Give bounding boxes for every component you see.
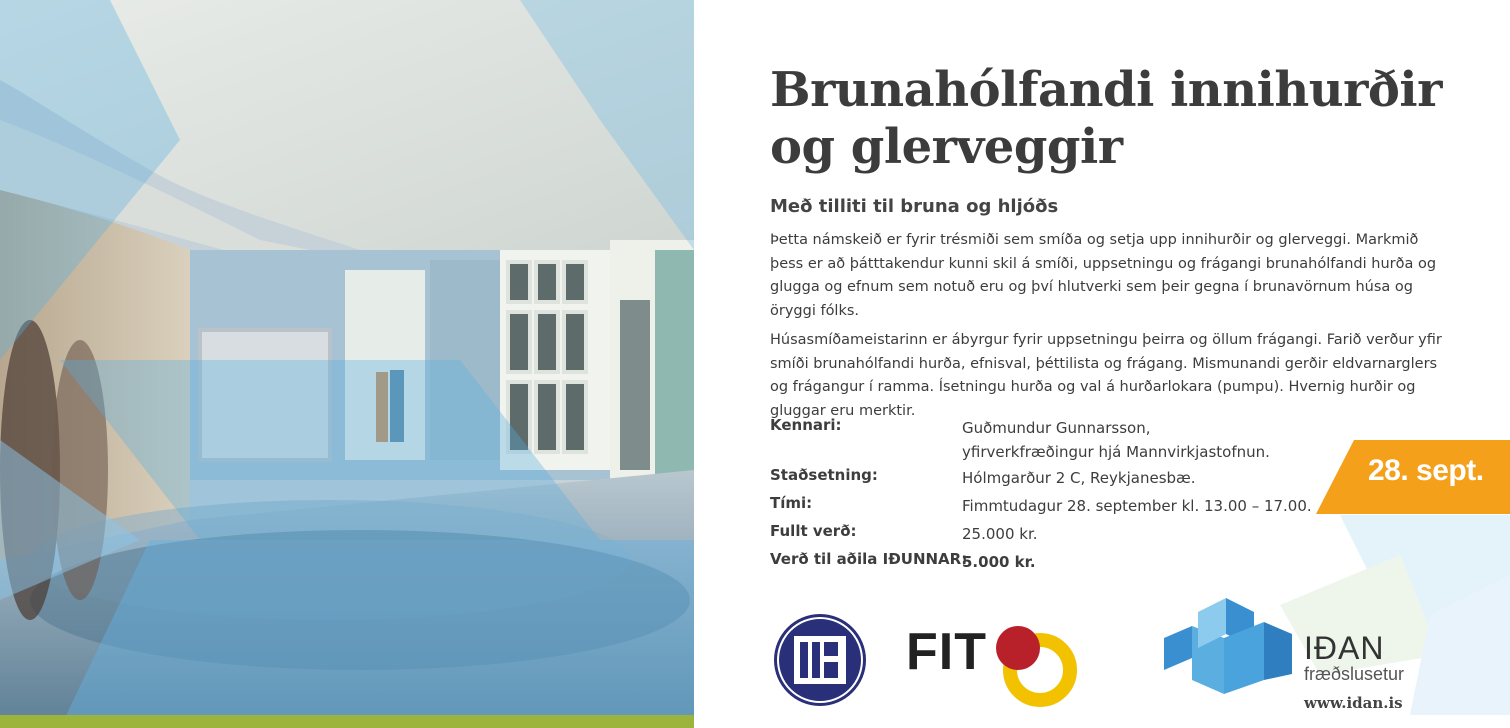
idan-logo-mark bbox=[1164, 598, 1294, 694]
course-subtitle: Með tilliti til bruna og hljóðs bbox=[770, 196, 1059, 217]
bottom-accent-bar bbox=[0, 715, 694, 728]
time-label: Tími: bbox=[770, 494, 813, 512]
location-row bbox=[770, 462, 1330, 490]
price-label: Fullt verð: bbox=[770, 522, 857, 540]
member-price-value: 5.000 kr. bbox=[962, 553, 1036, 571]
price-row bbox=[770, 518, 1330, 546]
fit-logo-text: FIT bbox=[906, 623, 987, 681]
teacher-value: Guðmundur Gunnarsson, yfirverkfræðingur hjá Mannvirkjastofnun. bbox=[962, 419, 1270, 461]
time-value: Fimmtudagur 28. september kl. 13.00 – 17.00. bbox=[962, 497, 1312, 515]
member-price-row bbox=[770, 546, 1330, 574]
location-value: Hólmgarður 2 C, Reykjanesbæ. bbox=[962, 469, 1196, 487]
course-title: Brunahólfandi innihurðir og glerveggir bbox=[770, 62, 1442, 175]
date-badge: 28. sept. bbox=[1368, 454, 1484, 487]
teacher-row bbox=[770, 412, 1330, 462]
hallway-photo bbox=[0, 0, 694, 728]
paragraph: Húsasmíðameistarinn er ábyrgur fyrir uppsetningu þeirra og öllum frágangi. Farið verður yfir smíði brunahólfandi hurða, efnisval, þéttilista og frágang. Mismunandi gerðir eldvarnarglers og frágangur í ramma. Ísetningu hurða og val á hurðarlokara (pumpu). Hvernig hurðir og gluggar eru merktir. bbox=[770, 332, 1442, 419]
member-price-label: Verð til aðila IÐUNNAR: bbox=[770, 550, 968, 568]
idan-logo-name: IÐAN bbox=[1304, 630, 1385, 666]
idan-website-link[interactable]: www.idan.is bbox=[1304, 694, 1403, 712]
teacher-label: Kennari: bbox=[770, 416, 842, 434]
decorative-shapes bbox=[1280, 515, 1510, 715]
course-details bbox=[770, 412, 1330, 574]
location-label: Staðsetning: bbox=[770, 466, 878, 484]
time-row bbox=[770, 490, 1330, 518]
price-value: 25.000 kr. bbox=[962, 525, 1038, 543]
idan-logo-subtitle: fræðslusetur bbox=[1304, 664, 1405, 684]
fit-logo bbox=[906, 624, 1086, 708]
course-description bbox=[770, 62, 1470, 429]
paragraph: Þetta námskeið er fyrir trésmiði sem smíða og setja upp innihurðir og glerveggi. Markmið þess er að þátttakendur kunni skil á smíði, uppsetningu og frágangi brunahólfandi hurða og glugga og efnum sem notuð eru og því hlutverki sem þeir gegna í brunavörnum húsa og öryggi fólks. bbox=[770, 232, 1437, 319]
mb-logo bbox=[772, 612, 868, 708]
